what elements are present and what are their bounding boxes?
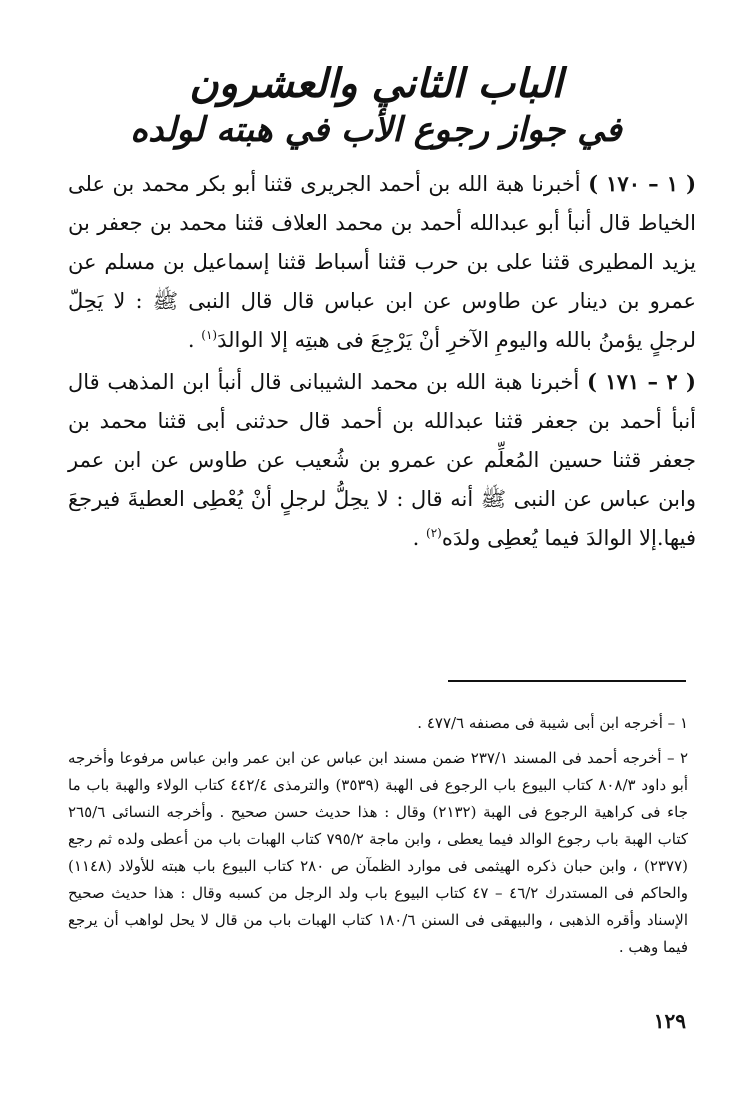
footnote-ref-1: (١) xyxy=(201,328,218,342)
hadith-number-2: ( ٢ – ١٧١ ) xyxy=(586,369,696,394)
footnote-ref-2: (٢) xyxy=(426,526,442,540)
chapter-subtitle: في جواز رجوع الأب في هبته لولده xyxy=(130,110,622,150)
footnote-1: ١ – أخرجه ابن أبى شيبة فى مصنفه ٤٧٧/٦ . xyxy=(417,714,688,732)
hadith-paragraph-2 xyxy=(68,362,696,558)
footnote-2: ٢ – أخرجه أحمد فى المسند ٢٣٧/١ ضمن مسند ابن عباس عن ابن عمر وابن عباس مرفوعا وأخرجه أبو داود ٨٠٨/٣ كتاب البيوع باب الرجوع فى الهبة (٣٥٣٩) والترمذى ٤٤٢/٤ كتاب الولاء والهبة باب ما جاء فى كراهية الرجوع فى الهبة (٢١٣٢) وقال : هذا حديث حسن صحيح . وأخرجه النسائى ٢٦٥/٦ كتاب الهبة باب رجوع الوالد فيما يعطى ، وابن ماجة ٧٩٥/٢ كتاب الهبات باب من أعطى ولده ثم رجع (٢٣٧٧) ، وابن حبان ذكره الهيثمى فى موارد الظمآن ص ٢٨٠ كتاب البيوع باب هبته للأولاد (١١٤٨) والحاكم فى المستدرك ٤٦/٢ – ٤٧ كتاب البيوع باب ولد الرجل من كسبه وقال : هذا حديث صحيح الإسناد وأقره الذهبى ، والبيهقى فى السنن ١٨٠/٦ كتاب الهبات باب من قال لا يحل لواهب أن يرجع فيما وهب . xyxy=(68,749,689,956)
footnote-divider xyxy=(448,680,686,682)
hadith-paragraph-1 xyxy=(68,164,696,360)
hadith-text-1: أخبرنا هبة الله بن أحمد الجريرى قثنا أبو بكر محمد بن على الخياط قال أنبأ أبو عبدالله أحمد بن محمد العلاف قثنا محمد بن جعفر بن يزيد المطيرى قثنا على بن حرب قثنا أسباط قثنا إسماعيل بن مسلم عن عمرو بن دينار عن طاوس عن ابن عباس قال قال النبى ﷺ : لا يَحِلّ لرجلٍ يؤمنُ بالله واليومِ الآخرِ أنْ يَرْجِعَ فى هبتِه إلا الوالدَ xyxy=(68,172,696,352)
hadith-text-2: أخبرنا هبة الله بن محمد الشيبانى قال أنبأ ابن المذهب قال أنبأ أحمد بن جعفر قثنا عبدالله بن أحمد قال حدثنى أبى قثنا محمد بن جعفر قثنا حسين المُعلِّم عن عمرو بن شُعيب عن طاوس عن ابن عمر وابن عباس عن النبى ﷺ أنه قال : لا يحِلُّ لرجلٍ أنْ يُعْطِى العطيةَ فيرجعَ فيها.إلا الوالدَ فيما يُعطِى ولدَه xyxy=(68,370,696,550)
chapter-title: الباب الثاني والعشرون xyxy=(189,60,563,107)
hadith-end-1: . xyxy=(187,328,195,352)
footnotes-section xyxy=(68,710,688,969)
hadith-end-2: . xyxy=(412,526,420,550)
page-number: ١٢٩ xyxy=(653,1009,686,1033)
hadith-number-1: ( ١ – ١٧٠ ) xyxy=(588,171,697,196)
